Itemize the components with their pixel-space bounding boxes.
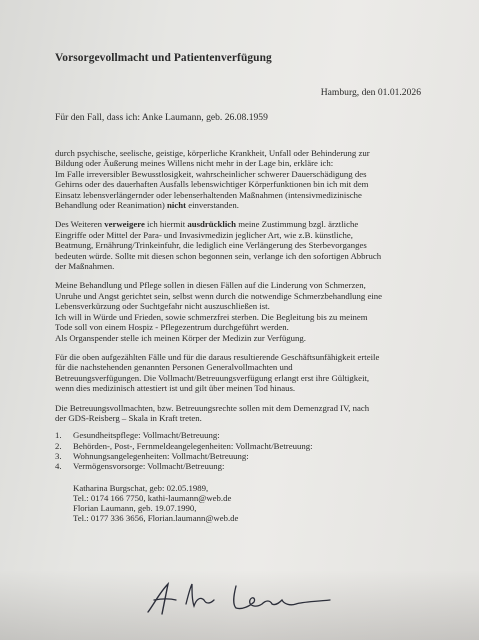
paragraph-power-of-attorney: Für die oben aufgezählten Fälle und für die daraus resultierende Geschäftsunfähigkeit erteile für die nachstehenden genannten Personen Generalvollmachten und Betreuungsverfügungen. Die Vollmacht/Betreuungsverfügung erlangt erst ihre Gültigkeit, wenn dies medizinisch attestiert ist und gilt über meinen Tod hinaus. [55, 351, 380, 394]
authorized-persons [73, 477, 433, 523]
person-2-contact: Tel.: 0177 336 3656, Florian.laumann@web.de [73, 513, 239, 524]
paragraph-care: Meine Behandlung und Pflege sollen in diesen Fällen auf die Linderung von Schmerzen, Unruhe und Angst gerichtet sein, selbst wenn durch die notwendige Schmerzbehandlung eine Lebensverkürzung oder Suchtgefahr nicht auszuschließen ist. Ich will in Würde und Frieden, sowie schmerzfrei sterben. Die Begleitung bis zu meinem Tode soll von einem Hospiz - Pflegezentrum durchgeführt werden. Als Organspender stelle ich meinen Körper der Medizin zur Verfügung. [55, 280, 383, 343]
person-1-contact: Tel.: 0174 166 7750, kathi-laumann@web.de [73, 493, 232, 504]
paragraph-consent: durch psychische, seelische, geistige, körperliche Krankheit, Unfall oder Behinderung zur Bildung oder Äußerung meines Willens nicht mehr in der Lage bin, erkläre ich: Im Falle irreversibler Bewusstlosigkeit, wahrscheinlicher schwerer Dauerschädigung des Gehirns oder des dauerhaften Ausfalls lebenswichtiger Körperfunktionen bin ich mit dem Einsatz lebensverlängernder oder lebenserhaltenden Maßnahmen (intensivmedizinische Behandlung oder Reanimation) nicht einverstanden. [55, 148, 370, 211]
emphasis-nicht: nicht [167, 200, 186, 211]
handwritten-signature [140, 578, 340, 618]
emphasis-ausdruecklich: ausdrücklich [187, 219, 236, 230]
list-item: 2. Behörden-, Post-, Fernmeldeangelegenheiten: Vollmacht/Betreuung: [55, 440, 313, 451]
paragraph-refusal: Des Weiteren verweigere ich hiermit ausdrücklich meine Zustimmung bzgl. ärztliche Eingriffe oder Mittel der Para- und Invasivmedizin jeglicher Art, wie z.B. künstliche, Beatmung, Ernährung/Trinkeinfuhr, die lediglich eine Verlängerung des Sterbevorganges bedeuten würde. Sollte mit diesen schon begonnen sein, verlange ich den sofortigen Abbruch der Maßnahmen. [55, 219, 382, 272]
person-1-name: Katharina Burgschat, geb: 02.05.1989, [73, 483, 209, 494]
document-body [55, 148, 433, 523]
list-item: 3. Wohnungsangelegenheiten: Vollmacht/Betreuung: [55, 450, 249, 461]
paragraph-dementia-clause: Die Betreuungsvollmachten, bzw. Betreuungsrechte sollen mit dem Demenzgrad IV, nach der GDS-Reisberg – Skala in Kraft treten. [55, 402, 370, 423]
authority-list [55, 430, 433, 471]
emphasis-verweigere: verweigere [104, 219, 145, 230]
place-date-line: Hamburg, den 01.01.2026 [320, 87, 421, 98]
list-item: 1. Gesundheitspflege: Vollmacht/Betreuung: [55, 430, 220, 441]
subject-line: Für den Fall, dass ich: Anke Laumann, geb. 26.08.1959 [55, 112, 268, 123]
person-2-name: Florian Laumann, geb. 19.07.1990, [73, 503, 197, 514]
list-item: 4. Vermögensvorsorge: Vollmacht/Betreuung: [55, 460, 225, 471]
document-title: Vorsorgevollmacht und Patientenverfügung [55, 52, 272, 64]
